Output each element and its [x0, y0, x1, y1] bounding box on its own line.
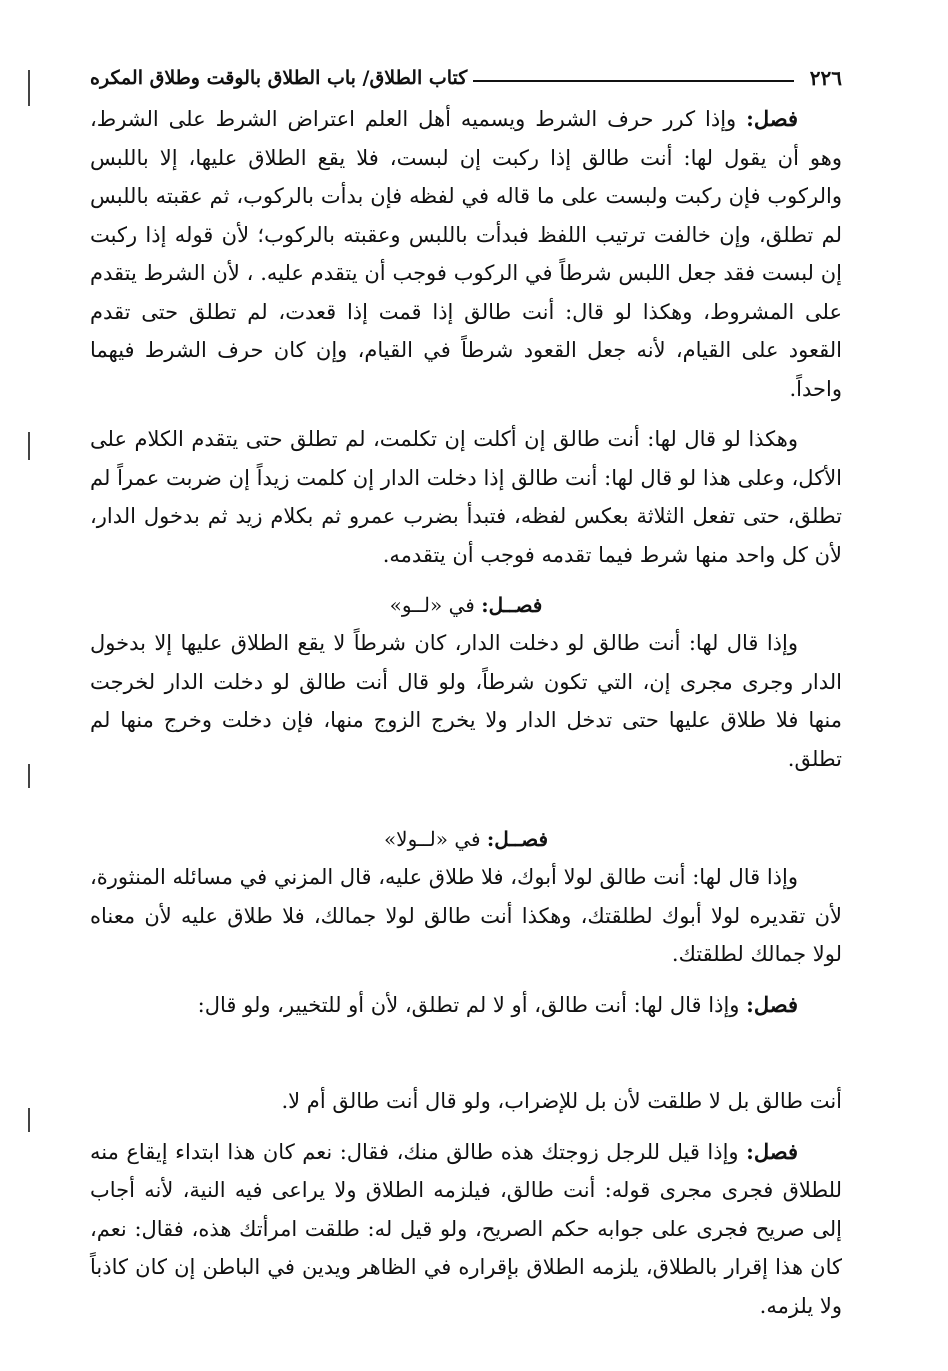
margin-mark — [28, 764, 30, 788]
paragraph — [90, 624, 842, 778]
section-heading-text: في «لــو» — [389, 593, 482, 617]
fasl-keyword: فصــل: — [486, 827, 549, 851]
section-heading — [90, 586, 842, 624]
paragraph — [90, 986, 842, 1025]
paragraph-text: وإذا قيل للرجل زوجتك هذه طالق منك، فقال: نعم كان هذا ابتداء إيقاع منه للطلاق فجرى مجرى قوله: أنت طالق، فيلزمه الطلاق ولا يراعى فيه النية، لأنه أجاب إلى صريح فجرى على جوابه حكم الصريح، ولو قيل له: طلقت امرأتك هذه، فقال: نعم، كان هذا إقرار بالطلاق، يلزمه الطلاق بإقراره في الظاهر ويدين في الباطن إن كان كاذباً ولا يلزمه. — [90, 1139, 842, 1318]
spacer — [90, 1036, 842, 1082]
paragraph-text: وهكذا لو قال لها: أنت طالق إن أكلت إن تكلمت، لم تطلق حتى يتقدم الكلام على الأكل، وعلى هذا لو قال لها: أنت طالق إذا دخلت الدار إن كلمت زيداً إن ضربت عمراً لم تطلق، حتى تفعل الثلاثة بعكس لفظه، فتبدأ بضرب عمرو ثم بكلام زيد ثم بدخول الدار، لأن كل واحد منها شرط فيما تقدمه فوجب أن يتقدمه. — [90, 427, 843, 567]
fasl-keyword: فصل: — [746, 1138, 798, 1164]
page-number: ٢٢٦ — [809, 66, 842, 90]
paragraph — [90, 100, 842, 408]
running-title: كتاب الطلاق/ باب الطلاق بالوقت وطلاق المكره — [90, 67, 468, 89]
paragraph — [90, 420, 842, 574]
page-body — [90, 100, 842, 1337]
section-heading — [90, 820, 842, 858]
paragraph-text: وإذا كرر حرف الشرط ويسميه أهل العلم اعتراض الشرط على الشرط، وهو أن يقول لها: أنت طالق إذا ركبت إن لبست، فلا يقع الطلاق عليها، إلا باللبس والركوب فإن ركبت ولبست على ما قاله في لفظه فإن بدأت بالركوب، ثم عقبته باللبس لم تطلق، وإن خالفت ترتيب اللفظ فبدأت باللبس وعقبته بالركوب؛ لأن قوله إذا ركبت إن لبست فقد جعل اللبس شرطاً في الركوب فوجب أن يتقدم عليه. ، لأن الشرط يتقدم على المشروط، وهكذا لو قال: أنت طالق إذا قمت إذا قعدت، لم تطلق حتى تقدم القعود على القيام، لأنه جعل القعود شرطاً في القيام، وإن كان حرف الشرط فيهما واحداً. — [90, 107, 842, 401]
margin-mark — [28, 432, 30, 460]
paragraph-text: وإذا قال لها: أنت طالق لولا أبوك، فلا طلاق عليه، قال المزني في مسائله المنثورة، لأن تقديره لولا أبوك لطلقتك، وهكذا أنت طالق لولا جمالك، فلا طلاق عليه لأن معناه لولا جمالك لطلقتك. — [90, 865, 842, 966]
paragraph-text: وإذا قال لها: أنت طالق، أو لا لم تطلق، لأن أو للتخيير، ولو قال: — [197, 992, 747, 1017]
section-heading-text: في «لــولا» — [383, 827, 487, 851]
margin-mark — [28, 1108, 30, 1132]
page-header — [90, 62, 842, 94]
paragraph — [90, 1133, 842, 1326]
margin-mark — [28, 70, 30, 106]
paragraph — [90, 858, 842, 974]
paragraph-text: وإذا قال لها: أنت طالق لو دخلت الدار، كان شرطاً لا يقع الطلاق عليها إلا بدخول الدار وجرى مجرى إن، التي تكون شرطاً، ولو قال أنت طالق لو دخلت الدار لخرجت منها فلا طلاق عليها حتى تدخل الدار ولا يخرج الزوج منها، فإن دخلت وخرج منها لم تطلق. — [90, 631, 842, 771]
paragraph-text: أنت طالق بل لا طلقت لأن بل للإضراب، ولو قال أنت طالق أم لا. — [281, 1089, 842, 1113]
fasl-keyword: فصــل: — [481, 593, 543, 617]
fasl-keyword: فصل: — [746, 991, 798, 1017]
header-rule — [473, 80, 793, 82]
fasl-keyword: فصل: — [746, 106, 798, 131]
spacer — [90, 790, 842, 818]
paragraph — [90, 1082, 842, 1121]
